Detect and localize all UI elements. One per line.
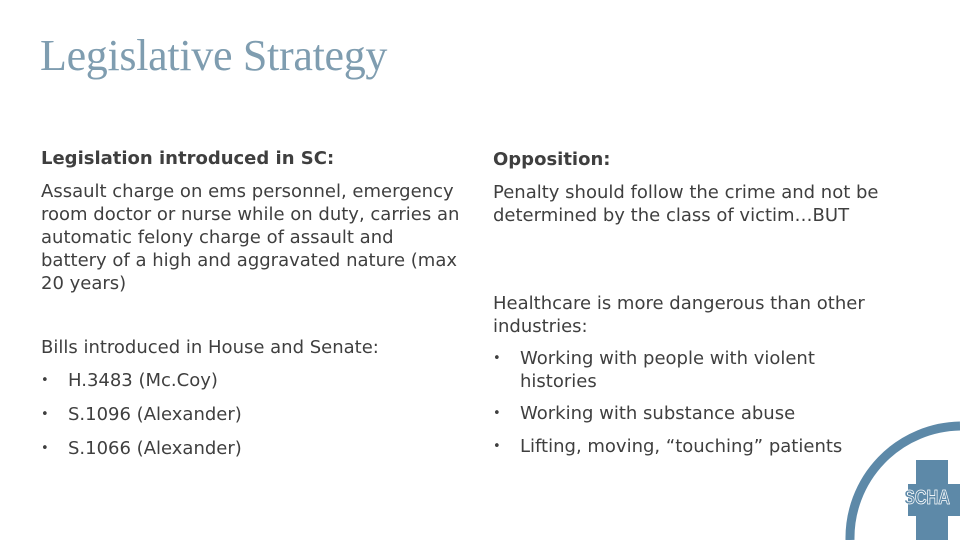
bullet-icon: • [493, 351, 501, 366]
slide-title: Legislative Strategy [40, 31, 388, 80]
logo-cross-bottom [916, 516, 948, 540]
right-heading: Opposition: [493, 149, 611, 170]
reason-label: Working with people with violent histories [520, 348, 815, 392]
left-heading: Legislation introduced in SC: [41, 148, 335, 169]
bill-label: S.1096 (Alexander) [68, 404, 242, 425]
bill-label: H.3483 (Mc.Coy) [68, 370, 218, 391]
left-body: Assault charge on ems personnel, emergency room doctor or nurse while on duty, carries an automatic felony charge of assault and battery of a high and aggravated nature (max 20 years) [41, 181, 460, 294]
bullet-icon: • [41, 441, 49, 456]
bills-intro: Bills introduced in House and Senate: [41, 337, 379, 358]
reason-label: Lifting, moving, “touching” patients [520, 436, 843, 457]
logo-text: SCHA [904, 487, 950, 509]
logo-cross-top [916, 460, 948, 484]
bullet-icon: • [41, 407, 49, 422]
scha-logo [840, 420, 960, 540]
reason-label: Working with substance abuse [520, 403, 796, 424]
right-body: Penalty should follow the crime and not be determined by the class of victim…BUT [493, 182, 879, 226]
danger-intro: Healthcare is more dangerous than other industries: [493, 293, 865, 337]
bullet-icon: • [41, 373, 49, 388]
bullet-icon: • [493, 406, 501, 421]
bullet-icon: • [493, 439, 501, 454]
bill-label: S.1066 (Alexander) [68, 438, 242, 459]
